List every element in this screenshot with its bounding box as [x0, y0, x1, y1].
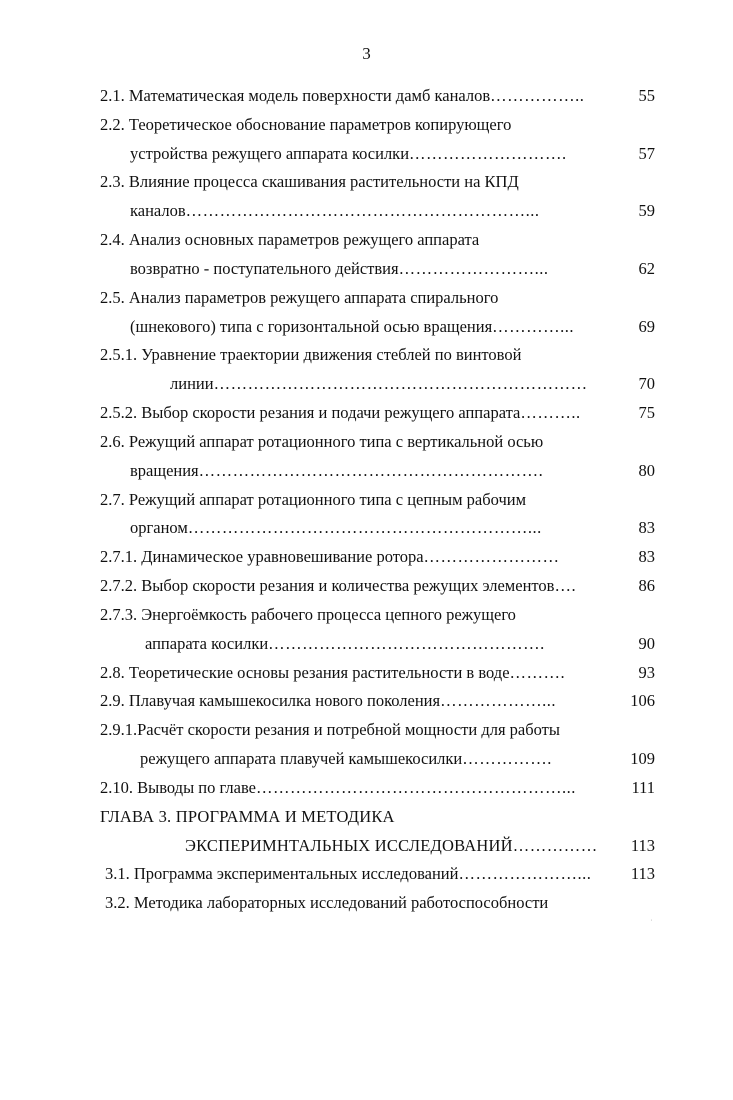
- toc-entry-continuation: органом……………………………………………………...: [130, 518, 542, 537]
- toc-chapter-heading: ГЛАВА 3. ПРОГРАММА И МЕТОДИКА: [100, 807, 395, 826]
- toc-entry-page: 113: [630, 864, 655, 883]
- toc-entry-text: 3.2. Методика лабораторных исследований работоспособности: [105, 893, 549, 912]
- toc-entry-page: 109: [630, 749, 655, 768]
- toc-entry-page: 93: [638, 663, 655, 682]
- toc-entry-page: 62: [638, 259, 655, 278]
- toc-entry-page: 57: [638, 144, 655, 163]
- toc-entry-page: 83: [638, 547, 655, 566]
- toc-entry-page: 59: [638, 201, 655, 220]
- toc-entry-continuation: возвратно - поступательного действия……………………...: [130, 259, 549, 278]
- toc-entry-text: 2.10. Выводы по главе………………………………………………...: [100, 778, 576, 797]
- toc-entry-continuation: режущего аппарата плавучей камышекосилки…………….: [140, 749, 552, 768]
- toc-entry-text: 2.7. Режущий аппарат ротационного типа с цепным рабочим: [100, 490, 527, 509]
- toc-entry-text: 3.1. Программа экспериментальных исследований…………………...: [105, 864, 592, 883]
- toc-entry-text: 2.5.2. Выбор скорости резания и подачи режущего аппарата………..: [100, 403, 581, 422]
- toc-entry-page: 86: [638, 576, 655, 595]
- toc-entry-continuation: линии…………………………………………………………: [170, 374, 588, 393]
- toc-entry-text: 2.9.1.Расчёт скорости резания и потребной мощности для работы: [100, 720, 560, 739]
- toc-entry-continuation: вращения…………………………………………………….: [130, 461, 544, 480]
- scan-speck: ˙: [650, 918, 653, 927]
- toc-entry-text: 2.5. Анализ параметров режущего аппарата спирального: [100, 288, 499, 307]
- toc-entry-text: 2.2. Теоретическое обоснование параметров копирующего: [100, 115, 512, 134]
- toc-entry-page: 75: [638, 403, 655, 422]
- toc-entry-page: 83: [638, 518, 655, 537]
- toc-entry-text: 2.7.1. Динамическое уравновешивание ротора……………………: [100, 547, 560, 566]
- toc-entry-page: 106: [630, 691, 655, 710]
- toc-entry-continuation: (шнекового) типа с горизонтальной осью вращения…………...: [130, 317, 575, 336]
- toc-entry-text: 2.8. Теоретические основы резания растительности в воде……….: [100, 663, 566, 682]
- toc-entry-text: 2.5.1. Уравнение траектории движения стеблей по винтовой: [100, 345, 522, 364]
- toc-entry-page: 55: [638, 86, 655, 105]
- toc-entry-continuation: каналов……………………………………………………...: [130, 201, 540, 220]
- page-number: 3: [362, 44, 371, 63]
- toc-entry-page: 80: [638, 461, 655, 480]
- toc-entry-page: 113: [630, 836, 655, 855]
- toc-entry-continuation: устройства режущего аппарата косилки……………………….: [130, 144, 567, 163]
- toc-entry-text: 2.4. Анализ основных параметров режущего аппарата: [100, 230, 480, 249]
- toc-entry-page: 90: [638, 634, 655, 653]
- toc-entry-continuation: аппарата косилки………………………………………….: [145, 634, 545, 653]
- toc-entry-page: 69: [638, 317, 655, 336]
- toc-entry-text: 2.7.2. Выбор скорости резания и количества режущих элементов….: [100, 576, 577, 595]
- toc-entry-page: 111: [631, 778, 655, 797]
- toc-entry-page: 70: [638, 374, 655, 393]
- toc-entry-text: 2.9. Плавучая камышекосилка нового поколения………………...: [100, 691, 556, 710]
- toc-entry-text: 2.7.3. Энергоёмкость рабочего процесса цепного режущего: [100, 605, 516, 624]
- toc-entry-text: 2.6. Режущий аппарат ротационного типа с вертикальной осью: [100, 432, 544, 451]
- toc-entry-text: 2.1. Математическая модель поверхности дамб каналов……………..: [100, 86, 585, 105]
- toc-entry-text: 2.3. Влияние процесса скашивания растительности на КПД: [100, 172, 519, 191]
- toc-chapter-heading-continuation: ЭКСПЕРИМНТАЛЬНЫХ ИССЛЕДОВАНИЙ……………: [185, 836, 598, 855]
